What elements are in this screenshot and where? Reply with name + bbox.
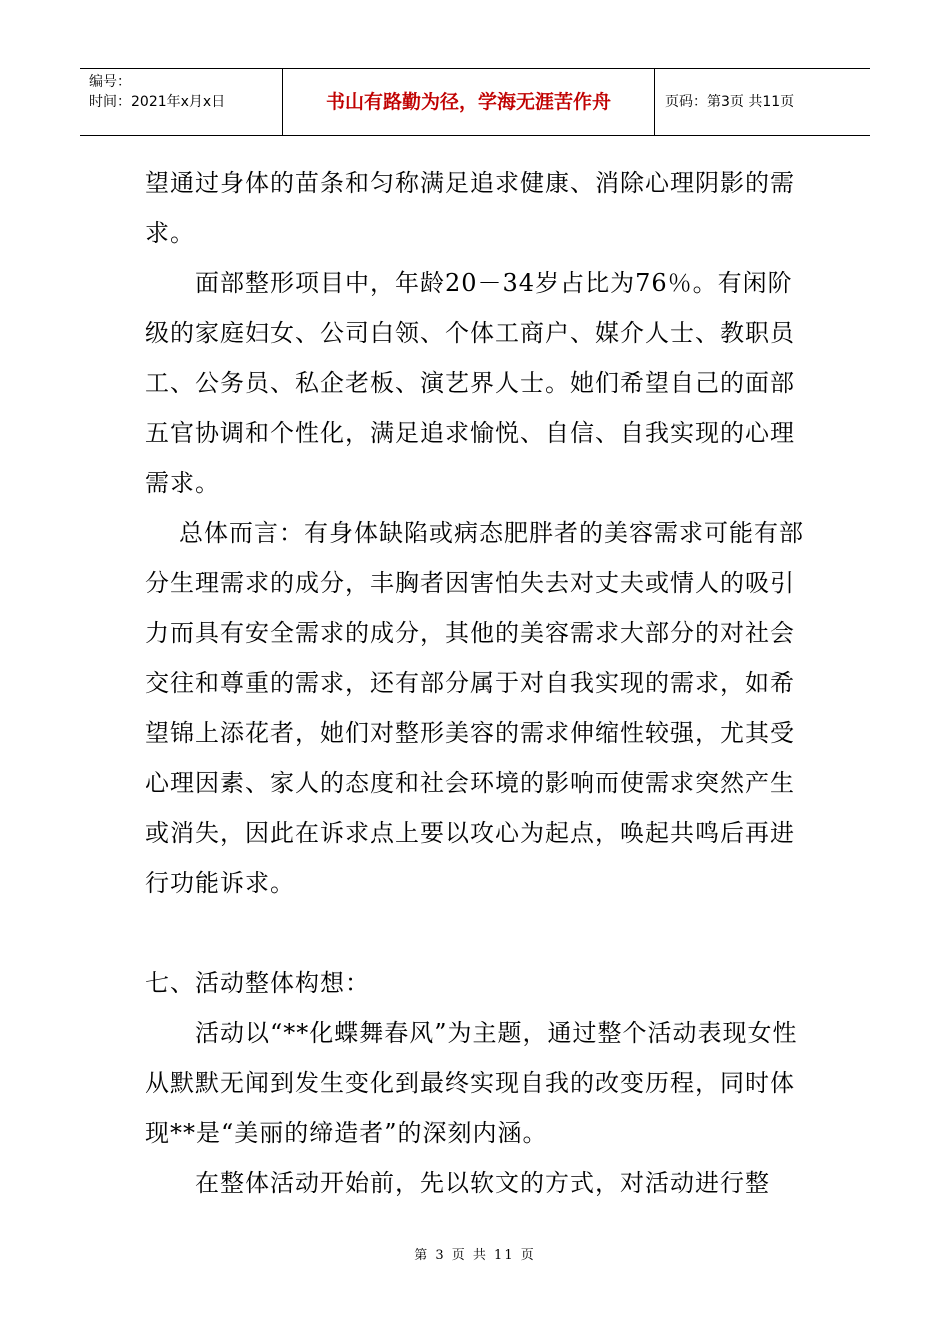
page-footer: 第 3 页 共 11 页: [414, 1248, 536, 1263]
section-title: 七、活动整体构想：: [145, 969, 370, 997]
header-table: [80, 68, 870, 136]
document-body: [145, 158, 810, 1208]
paragraph-3: 总体而言：有身体缺陷或病态肥胖者的美容需求可能有部分生理需求的成分，丰胸者因害怕失去对丈夫或情人的吸引力而具有安全需求的成分，其他的美容需求大部分的对社会交往和尊重的需求，还有部分属于对自我实现的需求，如希望锦上添花者，她们对整形美容的需求伸缩性较强，尤其受心理因素、家人的态度和社会环境的影响而使需求突然产生或消失，因此在诉求点上要以攻心为起点，唤起共鸣后再进行功能诉求。: [145, 519, 804, 897]
header-motto: 书山有路勤为径，学海无涯苦作舟: [283, 69, 655, 135]
code-label: 编号：: [89, 74, 131, 90]
paragraph-2: 面部整形项目中，年龄20－34岁占比为76％。有闲阶级的家庭妇女、公司白领、个体工商户、媒介人士、教职员工、公务员、私企老板、演艺界人士。她们希望自己的面部五官协调和个性化，满足追求愉悦、自信、自我实现的心理需求。: [145, 269, 795, 497]
header-page-label: 页码：第3页 共11页: [665, 94, 795, 110]
paragraph-1: 望通过身体的苗条和匀称满足追求健康、消除心理阴影的需求。: [145, 169, 795, 247]
paragraph-4: 活动以“**化蝶舞春风”为主题，通过整个活动表现女性从默默无闻到发生变化到最终实现自我的改变历程，同时体现**是“美丽的缔造者”的深刻内涵。: [145, 1019, 798, 1147]
paragraph-gap: [145, 908, 810, 958]
header-page-cell: [655, 69, 870, 135]
time-label: 时间：2021年x月x日: [89, 94, 226, 110]
paragraph-5: 在整体活动开始前，先以软文的方式，对活动进行整: [195, 1169, 770, 1197]
header-meta-cell: [80, 69, 283, 135]
